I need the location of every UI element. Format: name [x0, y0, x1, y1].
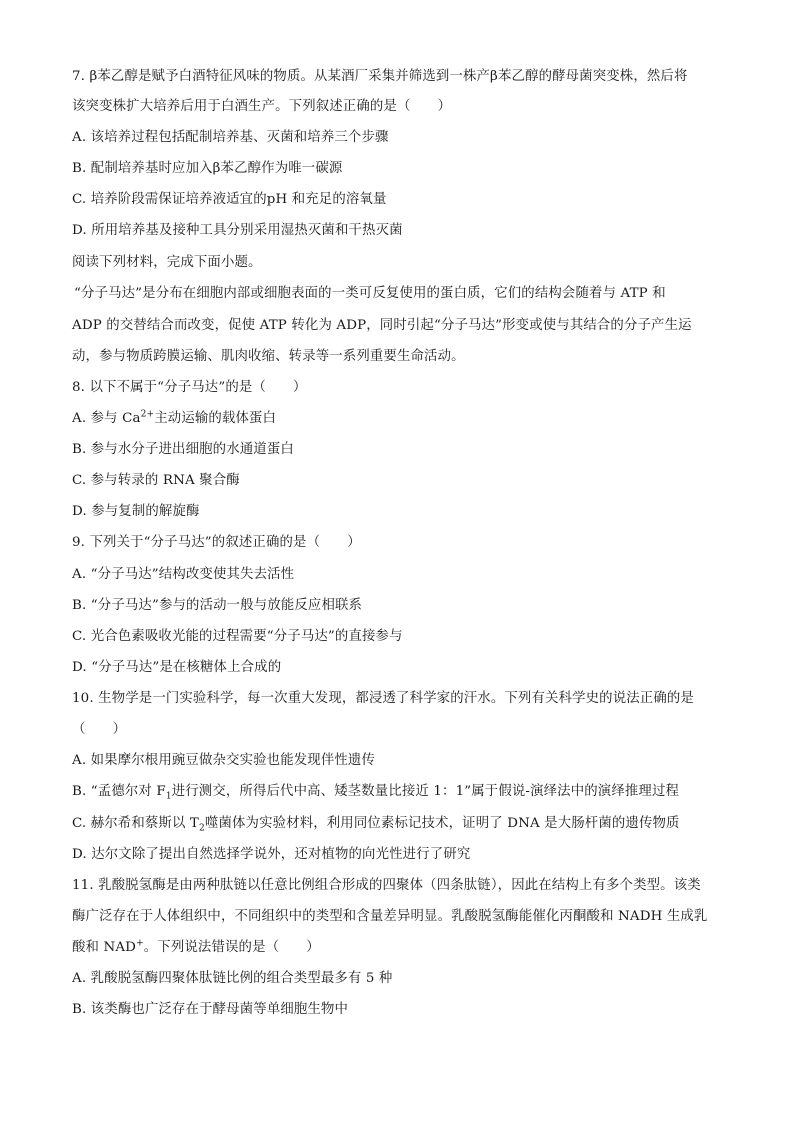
- q11-stem-line2: 酶广泛存在于人体组织中，不同组织中的类型和含量差异明显。乳酸脱氢酶能催化丙酮酸和 NADH 生成乳: [72, 909, 708, 924]
- q11-stem-line3-pre: 酸和 NAD: [72, 940, 137, 955]
- q7-stem-line1: 7. β苯乙醇是赋予白酒特征风味的物质。从某酒厂采集并筛选到一株产β苯乙醇的酵母菌突变株，然后将: [72, 69, 688, 84]
- q9-option-a: A. “分子马达”结构改变使其失去活性: [72, 567, 295, 582]
- q10-option-a: A. 如果摩尔根用豌豆做杂交实验也能发现伴性遗传: [72, 753, 375, 768]
- q10-option-d: D. 达尔文除了提出自然选择学说外，还对植物的向光性进行了研究: [72, 847, 471, 862]
- q10-stem-line2: （ ）: [72, 722, 127, 737]
- q7-stem-line2: 该突变株扩大培养后用于白酒生产。下列叙述正确的是（ ）: [72, 99, 452, 114]
- q10-option-c-pre: C. 赫尔希和蔡斯以 T: [72, 816, 200, 831]
- q7-option-c: C. 培养阶段需保证培养液适宜的pH 和充足的溶氧量: [72, 192, 387, 207]
- q10-stem-line1: 10. 生物学是一门实验科学，每一次重大发现，都浸透了科学家的汗水。下列有关科学史的说法正确的是: [72, 691, 694, 706]
- q8-option-d: D. 参与复制的解旋酶: [72, 504, 200, 519]
- q10-option-b-post: 进行测交，所得后代中高、矮茎数量比接近 1：1”属于假说-演绎法中的演绎推理过程: [171, 784, 680, 799]
- reading-para-line2: ADP 的交替结合而改变，促使 ATP 转化为 ADP，同时引起“分子马达”形变或使与其结合的分子产生运: [72, 318, 692, 333]
- q8-option-c: C. 参与转录的 RNA 聚合酶: [72, 473, 240, 488]
- q10-option-c-post: 噬菌体为实验材料，利用同位素标记技术，证明了 DNA 是大肠杆菌的遗传物质: [204, 816, 680, 831]
- q7-option-a: A. 该培养过程包括配制培养基、灭菌和培养三个步骤: [72, 130, 389, 145]
- q7-option-d: D. 所用培养基及接种工具分别采用湿热灭菌和干热灭菌: [72, 223, 403, 238]
- q9-option-c: C. 光合色素吸收光能的过程需要“分子马达”的直接参与: [72, 629, 403, 644]
- q11-stem-line3: [72, 938, 732, 958]
- q9-option-d: D. “分子马达”是在核糖体上合成的: [72, 660, 282, 675]
- q11-option-b: B. 该类酶也广泛存在于酵母菌等单细胞生物中: [72, 1002, 349, 1017]
- q8-option-a-pre: A. 参与 Ca: [72, 411, 141, 426]
- reading-para-line1: “分子马达”是分布在细胞内部或细胞表面的一类可反复使用的蛋白质，它们的结构会随着与 ATP 和: [74, 286, 666, 301]
- q11-option-a: A. 乳酸脱氢酶四聚体肽链比例的组合类型最多有 5 种: [72, 971, 393, 986]
- q11-stem-line3-sup: +: [136, 938, 144, 949]
- q8-option-a-sup: 2+: [140, 409, 155, 420]
- q9-option-b: B. “分子马达”参与的活动一般与放能反应相联系: [72, 598, 363, 613]
- q8-option-b: B. 参与水分子进出细胞的水通道蛋白: [72, 442, 294, 457]
- q7-option-b: B. 配制培养基时应加入β苯乙醇作为唯一碳源: [72, 161, 343, 176]
- q8-stem: 8. 以下不属于“分子马达”的是（ ）: [72, 380, 307, 395]
- q10-option-b-sub: 1: [165, 791, 172, 802]
- q9-stem: 9. 下列关于“分子马达”的叙述正确的是（ ）: [72, 535, 361, 550]
- reading-intro: 阅读下列材料，完成下面小题。: [72, 255, 262, 270]
- q10-option-b-pre: B. “孟德尔对 F: [72, 784, 166, 799]
- q10-option-c: [72, 814, 732, 834]
- q10-option-b: [72, 782, 732, 802]
- q8-option-a: [72, 409, 732, 429]
- q11-stem-line3-post: 。下列说法错误的是（ ）: [143, 940, 320, 955]
- q10-option-c-sub: 2: [199, 823, 205, 834]
- q8-option-a-post: 主动运输的载体蛋白: [154, 411, 277, 426]
- reading-para-line3: 动，参与物质跨膜运输、肌肉收缩、转录等一系列重要生命活动。: [72, 349, 465, 364]
- q11-stem-line1: 11. 乳酸脱氢酶是由两种肽链以任意比例组合形成的四聚体（四条肽链），因此在结构上有多个类型。该类: [72, 878, 701, 893]
